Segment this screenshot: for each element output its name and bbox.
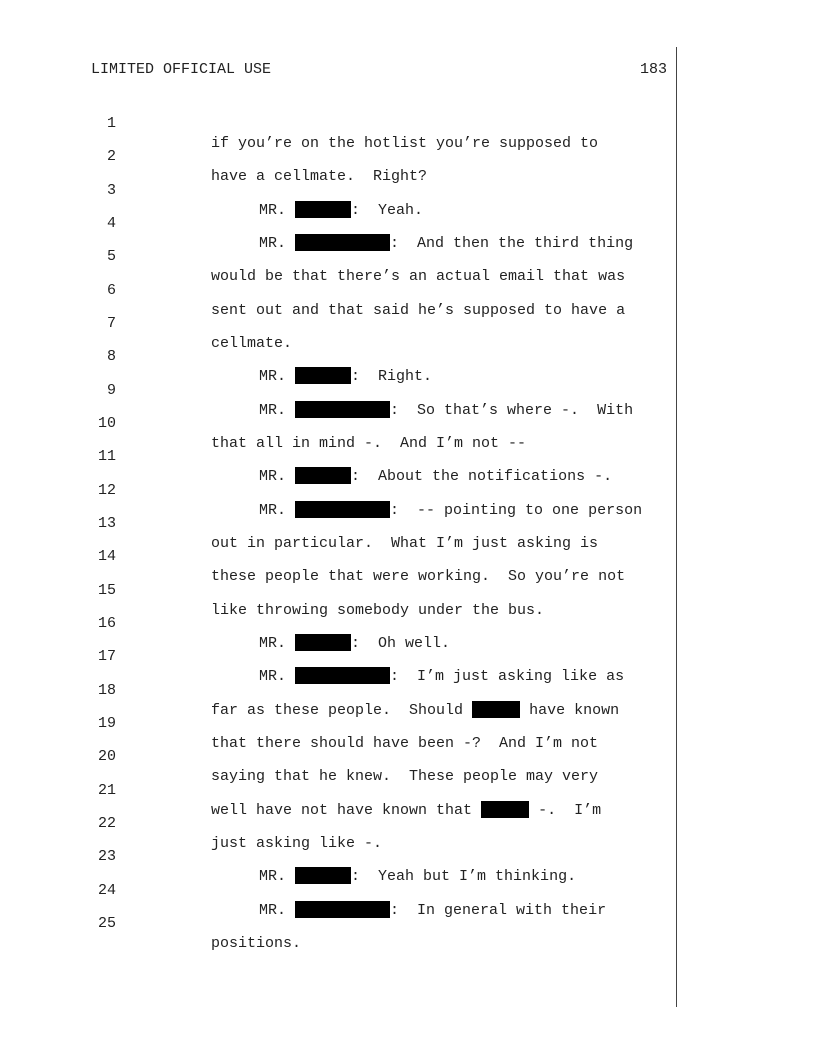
line-number: 7 <box>106 315 116 332</box>
speaker-remark: : Yeah but I’m thinking. <box>351 868 577 885</box>
speaker-prefix: MR. <box>259 235 287 252</box>
line-text: positions. <box>211 935 302 952</box>
line-number: 22 <box>97 815 116 832</box>
speaker-remark: : So that’s where -. With <box>390 402 634 419</box>
speaker-prefix: MR. <box>259 402 287 419</box>
transcript-line <box>0 127 676 185</box>
transcript-line <box>0 727 676 785</box>
transcript-line <box>0 661 676 719</box>
transcript-line <box>0 861 676 919</box>
transcript-line <box>0 694 676 752</box>
transcript-line <box>0 327 676 385</box>
speaker-prefix: MR. <box>259 368 287 385</box>
line-text-before-redaction: well have not have known that <box>211 802 473 819</box>
line-number: 23 <box>97 848 116 865</box>
line-text: that there should have been -? And I’m not <box>211 735 599 752</box>
line-text-after-redaction: have known <box>520 702 620 719</box>
line-text: sent out and that said he’s supposed to have a <box>211 302 626 319</box>
line-text: if you’re on the hotlist you’re supposed to <box>211 135 599 152</box>
line-number: 25 <box>97 915 116 932</box>
line-number: 19 <box>97 715 116 732</box>
transcript-line <box>0 461 676 519</box>
line-number: 8 <box>106 348 116 365</box>
line-number: 15 <box>97 582 116 599</box>
speaker-prefix: MR. <box>259 202 287 219</box>
line-text: these people that were working. So you’re not <box>211 568 626 585</box>
line-text: cellmate. <box>211 335 293 352</box>
speaker-remark: : -- pointing to one person <box>390 502 643 519</box>
speaker-prefix: MR. <box>259 502 287 519</box>
speaker-prefix: MR. <box>259 902 287 919</box>
line-number: 24 <box>97 882 116 899</box>
line-number: 11 <box>97 448 116 465</box>
transcript-line <box>0 394 676 452</box>
transcript-line <box>0 427 676 485</box>
line-number: 3 <box>106 182 116 199</box>
speaker-remark: : In general with their <box>390 902 607 919</box>
transcript-line <box>0 194 676 252</box>
line-text: like throwing somebody under the bus. <box>211 602 545 619</box>
line-text: saying that he knew. These people may very <box>211 768 599 785</box>
line-number: 14 <box>97 548 116 565</box>
line-number: 12 <box>97 482 116 499</box>
line-text: that all in mind -. And I’m not -- <box>211 435 527 452</box>
line-number: 16 <box>97 615 116 632</box>
transcript-line <box>0 161 676 219</box>
line-number: 2 <box>106 148 116 165</box>
line-text: out in particular. What I’m just asking is <box>211 535 599 552</box>
line-text-after-redaction: -. I’m <box>529 802 602 819</box>
line-number: 17 <box>97 648 116 665</box>
transcript-line <box>0 894 676 952</box>
line-number: 18 <box>97 682 116 699</box>
line-number: 10 <box>97 415 116 432</box>
page-number: 183 <box>639 61 667 78</box>
speaker-remark: : And then the third thing <box>390 235 634 252</box>
transcript-line <box>0 361 676 419</box>
transcript-line <box>0 94 676 152</box>
transcript-line <box>0 794 676 852</box>
speaker-prefix: MR. <box>259 468 287 485</box>
transcript-line <box>0 561 676 619</box>
speaker-remark: : Yeah. <box>351 202 424 219</box>
line-text: have a cellmate. Right? <box>211 168 428 185</box>
line-number: 20 <box>97 748 116 765</box>
transcript-line <box>0 627 676 685</box>
line-text: just asking like -. <box>211 835 383 852</box>
line-number: 1 <box>106 115 116 132</box>
transcript-line <box>0 827 676 885</box>
speaker-prefix: MR. <box>259 868 287 885</box>
line-text-before-redaction: far as these people. Should <box>211 702 464 719</box>
transcript-line <box>0 761 676 819</box>
line-number: 21 <box>97 782 116 799</box>
transcript-line <box>0 227 676 285</box>
page-header-classification: LIMITED OFFICIAL USE <box>91 61 272 78</box>
line-number: 6 <box>106 282 116 299</box>
transcript-line <box>0 527 676 585</box>
speaker-remark: : I’m just asking like as <box>390 668 625 685</box>
transcript-line <box>0 594 676 652</box>
transcript-line <box>0 261 676 319</box>
speaker-remark: : Oh well. <box>351 635 451 652</box>
line-text: would be that there’s an actual email that was <box>211 268 626 285</box>
right-margin-rule <box>676 47 677 1007</box>
speaker-remark: : About the notifications -. <box>351 468 613 485</box>
transcript-line <box>0 494 676 552</box>
speaker-remark: : Right. <box>351 368 433 385</box>
line-number: 9 <box>106 382 116 399</box>
speaker-prefix: MR. <box>259 635 287 652</box>
line-number: 13 <box>97 515 116 532</box>
line-number: 5 <box>106 248 116 265</box>
speaker-prefix: MR. <box>259 668 287 685</box>
transcript-line <box>0 294 676 352</box>
line-number: 4 <box>106 215 116 232</box>
